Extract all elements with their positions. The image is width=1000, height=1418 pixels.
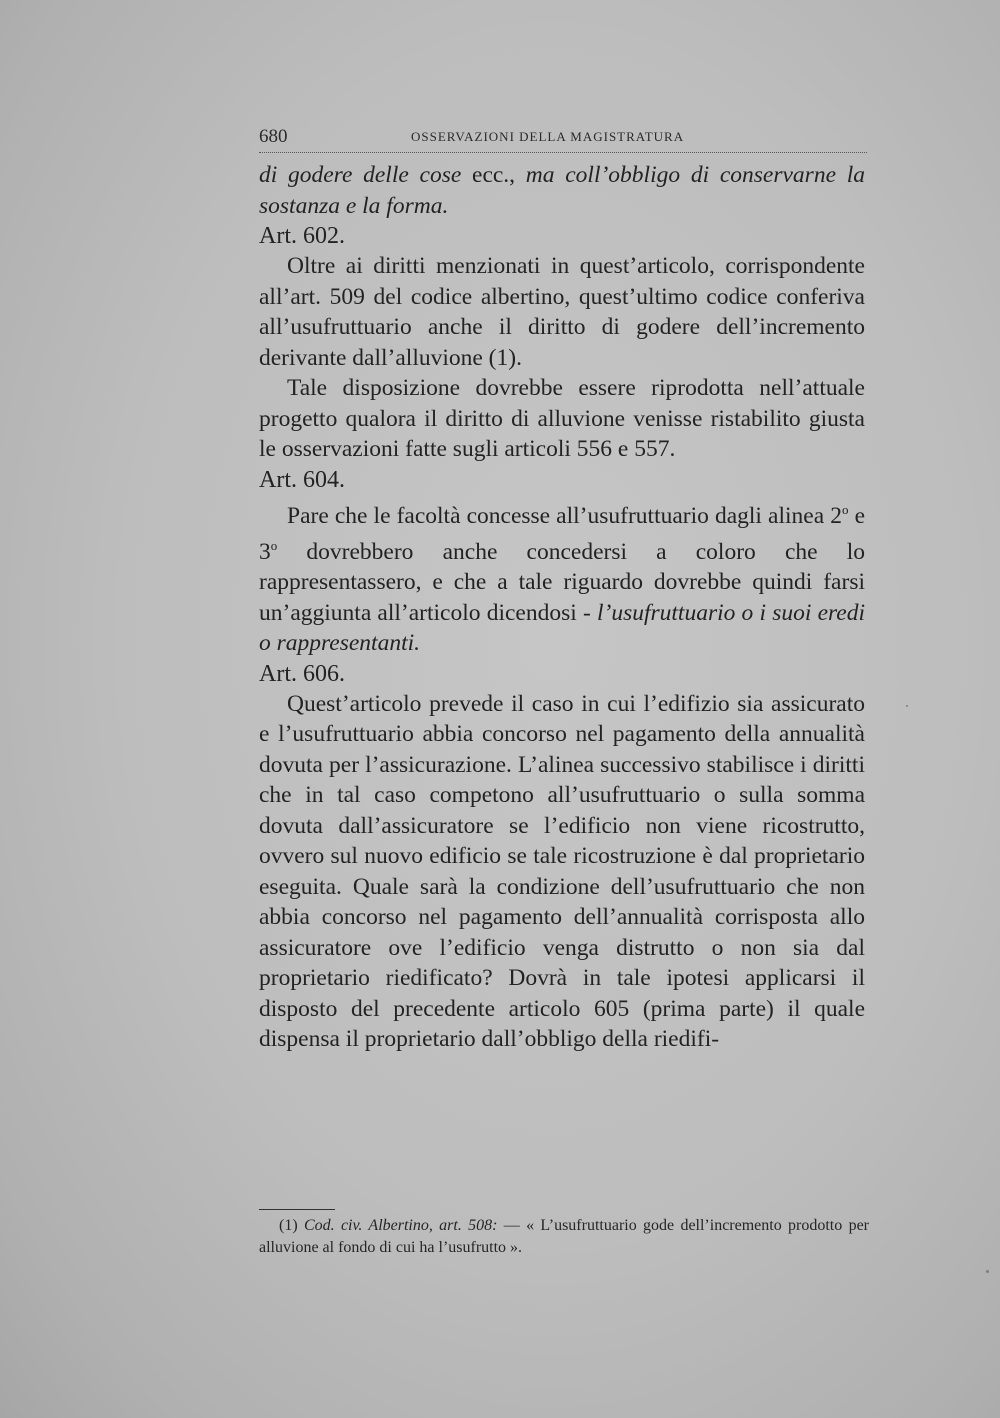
main-text bbox=[259, 160, 865, 1055]
ordinal-2-marker: o bbox=[841, 501, 849, 517]
page-header bbox=[259, 122, 867, 153]
article-606-heading: Art. 606. bbox=[259, 660, 345, 687]
article-606-paragraph: Quest’articolo prevede il caso in cui l’edifizio sia assicurato e l’usufruttuario abbia concorso nel pagamento della annualità dovuta per l’assicurazione. L’alinea successivo stabilisce i diritti che in tal caso competono all’usufruttuario o sulla somma dovuta dall’assicuratore se l’edificio non viene ricostrutto, ovvero sul nuovo edificio se tale ricostruzione è dal proprietario eseguita. Quale sarà la condizione dell’usufruttuario che non abbia concorso nel pagamento dell’annualità corrisposta allo assicuratore ove l’edificio venga distrutto o non sia dal proprietario riedificato? Dovrà in tale ipotesi applicarsi il disposto del precedente articolo 605 (prima parte) il quale dispensa il proprietario dall’obbligo della riedifi- bbox=[259, 690, 865, 1053]
article-602-paragraph-2: Tale disposizione dovrebbe essere riprodotta nell’attuale progetto qualora il diritto di alluvione venisse ristabilito giusta le osservazioni fatte sugli articoli 556 e 557. bbox=[259, 375, 865, 462]
ordinal-2: 2 bbox=[830, 502, 842, 529]
intro-italic-1: di godere delle cose bbox=[259, 162, 462, 188]
running-title: OSSERVAZIONI DELLA MAGISTRATURA bbox=[411, 129, 685, 144]
ordinal-3: 3 bbox=[259, 538, 271, 565]
article-602-paragraph-1: Oltre ai diritti menzionati in quest’articolo, corrispondente all’art. 509 del codice albertino, quest’ultimo codice conferiva all’usufruttuario anche il diritto di godere dell’incremento derivante dall’alluvione (1). bbox=[259, 253, 865, 371]
intro-paragraph bbox=[259, 160, 865, 221]
footnote-divider bbox=[259, 1209, 335, 1210]
paper-spot bbox=[906, 705, 908, 707]
article-604-text-2: e bbox=[848, 502, 865, 529]
intro-italic-2: ma coll’obbligo di conservarne la sostanza e la forma. bbox=[259, 162, 865, 219]
footnote-text: — « L’usufruttuario gode dell’incremento prodotto per alluvione al fondo di cui ha l’usufrutto ». bbox=[259, 1217, 869, 1256]
ordinal-3-marker: o bbox=[270, 537, 278, 553]
article-602-heading: Art. 602. bbox=[259, 223, 345, 249]
article-604-text-1: Pare che le facoltà concesse all’usufruttuario dagli alinea bbox=[287, 502, 831, 529]
article-604-paragraph bbox=[259, 495, 865, 659]
article-604-italic: l’usufruttuario o i suoi eredi o rappresentanti. bbox=[259, 599, 865, 657]
paper-spot bbox=[986, 1270, 989, 1273]
article-604-text-3: dovrebbero anche concedersi a coloro che lo rappresentassero, e che a tale riguardo dovrebbe quindi farsi un’aggiunta all’articolo dicendosi - bbox=[259, 538, 865, 626]
footnote-1 bbox=[259, 1215, 869, 1259]
footnote-citation: Cod. civ. Albertino, art. 508: bbox=[303, 1217, 498, 1234]
footnotes bbox=[259, 1215, 869, 1259]
intro-text: ecc., bbox=[461, 162, 526, 188]
article-604-heading: Art. 604. bbox=[259, 466, 345, 493]
page-number: 680 bbox=[259, 126, 288, 147]
footnote-marker: (1) bbox=[279, 1217, 304, 1234]
